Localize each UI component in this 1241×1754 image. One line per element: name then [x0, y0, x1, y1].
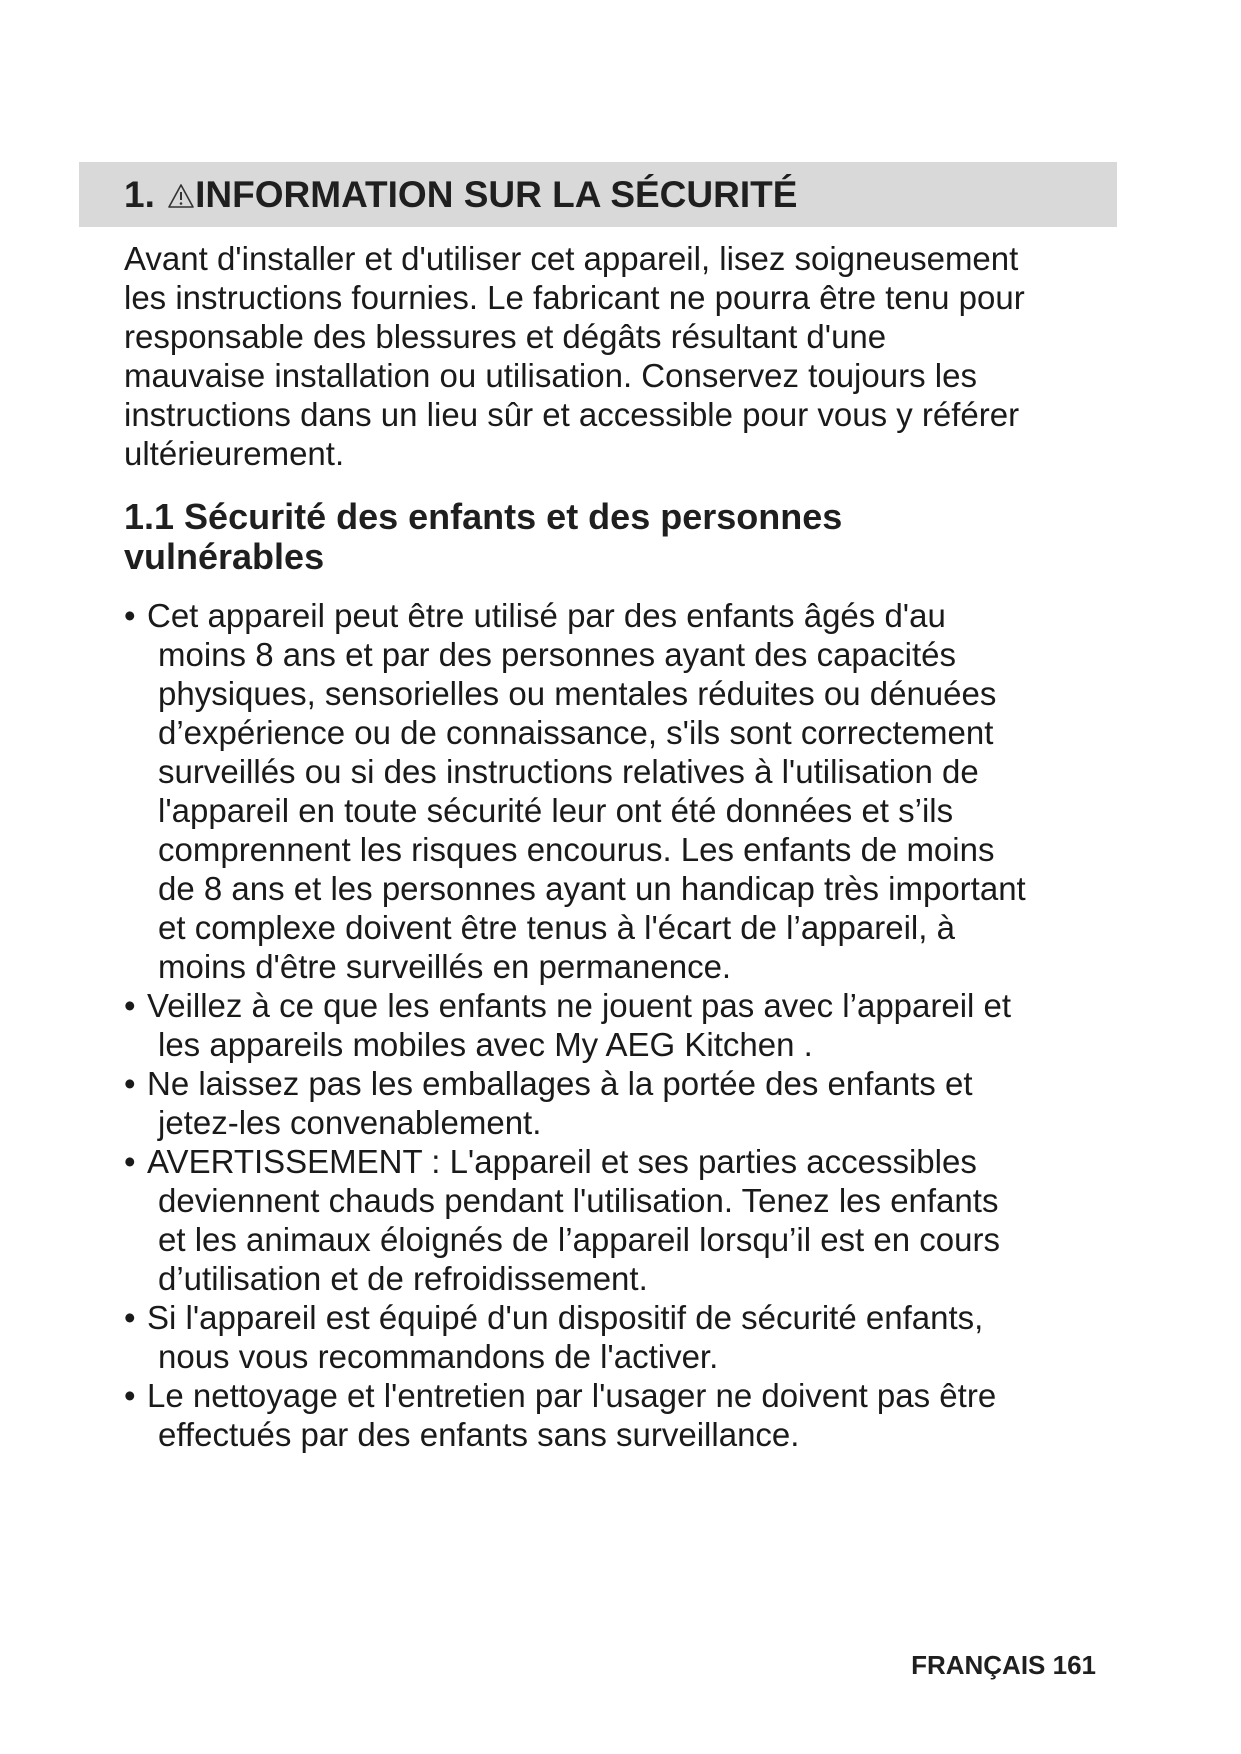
list-item-line: et complexe doivent être tenus à l'écart de l’appareil, à: [158, 909, 955, 946]
intro-line: les instructions fournies. Le fabricant ne pourra être tenu pour: [124, 279, 1025, 316]
list-item: [124, 1142, 1124, 1298]
bullet-mark: •: [124, 987, 136, 1024]
list-item-line: surveillés ou si des instructions relatives à l'utilisation de: [158, 753, 979, 790]
list-item: [124, 596, 1124, 986]
list-item-line: et les animaux éloignés de l’appareil lorsqu’il est en cours: [158, 1221, 1000, 1258]
section-number: 1.: [124, 174, 155, 215]
list-item-line: les appareils mobiles avec My AEG Kitchen .: [158, 1026, 813, 1063]
list-item-line: moins d'être surveillés en permanence.: [158, 948, 732, 985]
section-header: [79, 162, 1117, 227]
list-item-line: Si l'appareil est équipé d'un dispositif de sécurité enfants,: [147, 1299, 984, 1336]
warning-triangle-icon: [167, 183, 195, 209]
list-item-line: jetez-les convenablement.: [158, 1104, 542, 1141]
list-item-line: Le nettoyage et l'entretien par l'usager ne doivent pas être: [147, 1377, 997, 1414]
intro-line: mauvaise installation ou utilisation. Conservez toujours les: [124, 357, 977, 394]
section-title: [124, 173, 797, 217]
subsection-title-line: vulnérables: [124, 536, 325, 577]
intro-line: Avant d'installer et d'utiliser cet appareil, lisez soigneusement: [124, 240, 1019, 277]
list-item-line: Cet appareil peut être utilisé par des enfants âgés d'au: [147, 597, 946, 634]
bullet-mark: •: [124, 1065, 136, 1102]
bullet-mark: •: [124, 1143, 136, 1180]
bullet-mark: •: [124, 1299, 136, 1336]
bullet-mark: •: [124, 1377, 136, 1414]
safety-bullet-list: [124, 596, 1124, 1454]
list-item: [124, 1376, 1124, 1454]
list-item-line: Veillez à ce que les enfants ne jouent pas avec l’appareil et: [147, 987, 1012, 1024]
list-item-line: de 8 ans et les personnes ayant un handicap très important: [158, 870, 1026, 907]
list-item: [124, 1298, 1124, 1376]
list-item-line: d’utilisation et de refroidissement.: [158, 1260, 648, 1297]
intro-line: ultérieurement.: [124, 435, 345, 472]
list-item-line: nous vous recommandons de l'activer.: [158, 1338, 719, 1375]
list-item-line: physiques, sensorielles ou mentales réduites ou dénuées: [158, 675, 997, 712]
list-item-line: moins 8 ans et par des personnes ayant des capacités: [158, 636, 956, 673]
list-item-line: l'appareil en toute sécurité leur ont été données et s’ils: [158, 792, 954, 829]
list-item-line: deviennent chauds pendant l'utilisation. Tenez les enfants: [158, 1182, 999, 1219]
list-item-line: d’expérience ou de connaissance, s'ils sont correctement: [158, 714, 994, 751]
list-item-line: effectués par des enfants sans surveillance.: [158, 1416, 800, 1453]
list-item-line: comprennent les risques encourus. Les enfants de moins: [158, 831, 995, 868]
intro-paragraph: [124, 239, 1134, 473]
intro-line: instructions dans un lieu sûr et accessible pour vous y référer: [124, 396, 1020, 433]
bullet-mark: •: [124, 597, 136, 634]
subsection-title-line: 1.1 Sécurité des enfants et des personnes: [124, 496, 843, 537]
list-item-line: AVERTISSEMENT : L'appareil et ses parties accessibles: [147, 1143, 977, 1180]
page-footer: FRANÇAIS 161: [911, 1650, 1096, 1680]
intro-line: responsable des blessures et dégâts résultant d'une: [124, 318, 887, 355]
section-title-text: INFORMATION SUR LA SÉCURITÉ: [195, 174, 798, 215]
list-item-line: Ne laissez pas les emballages à la portée des enfants et: [147, 1065, 973, 1102]
subsection-title: [124, 497, 842, 577]
list-item: [124, 1064, 1124, 1142]
list-item: [124, 986, 1124, 1064]
